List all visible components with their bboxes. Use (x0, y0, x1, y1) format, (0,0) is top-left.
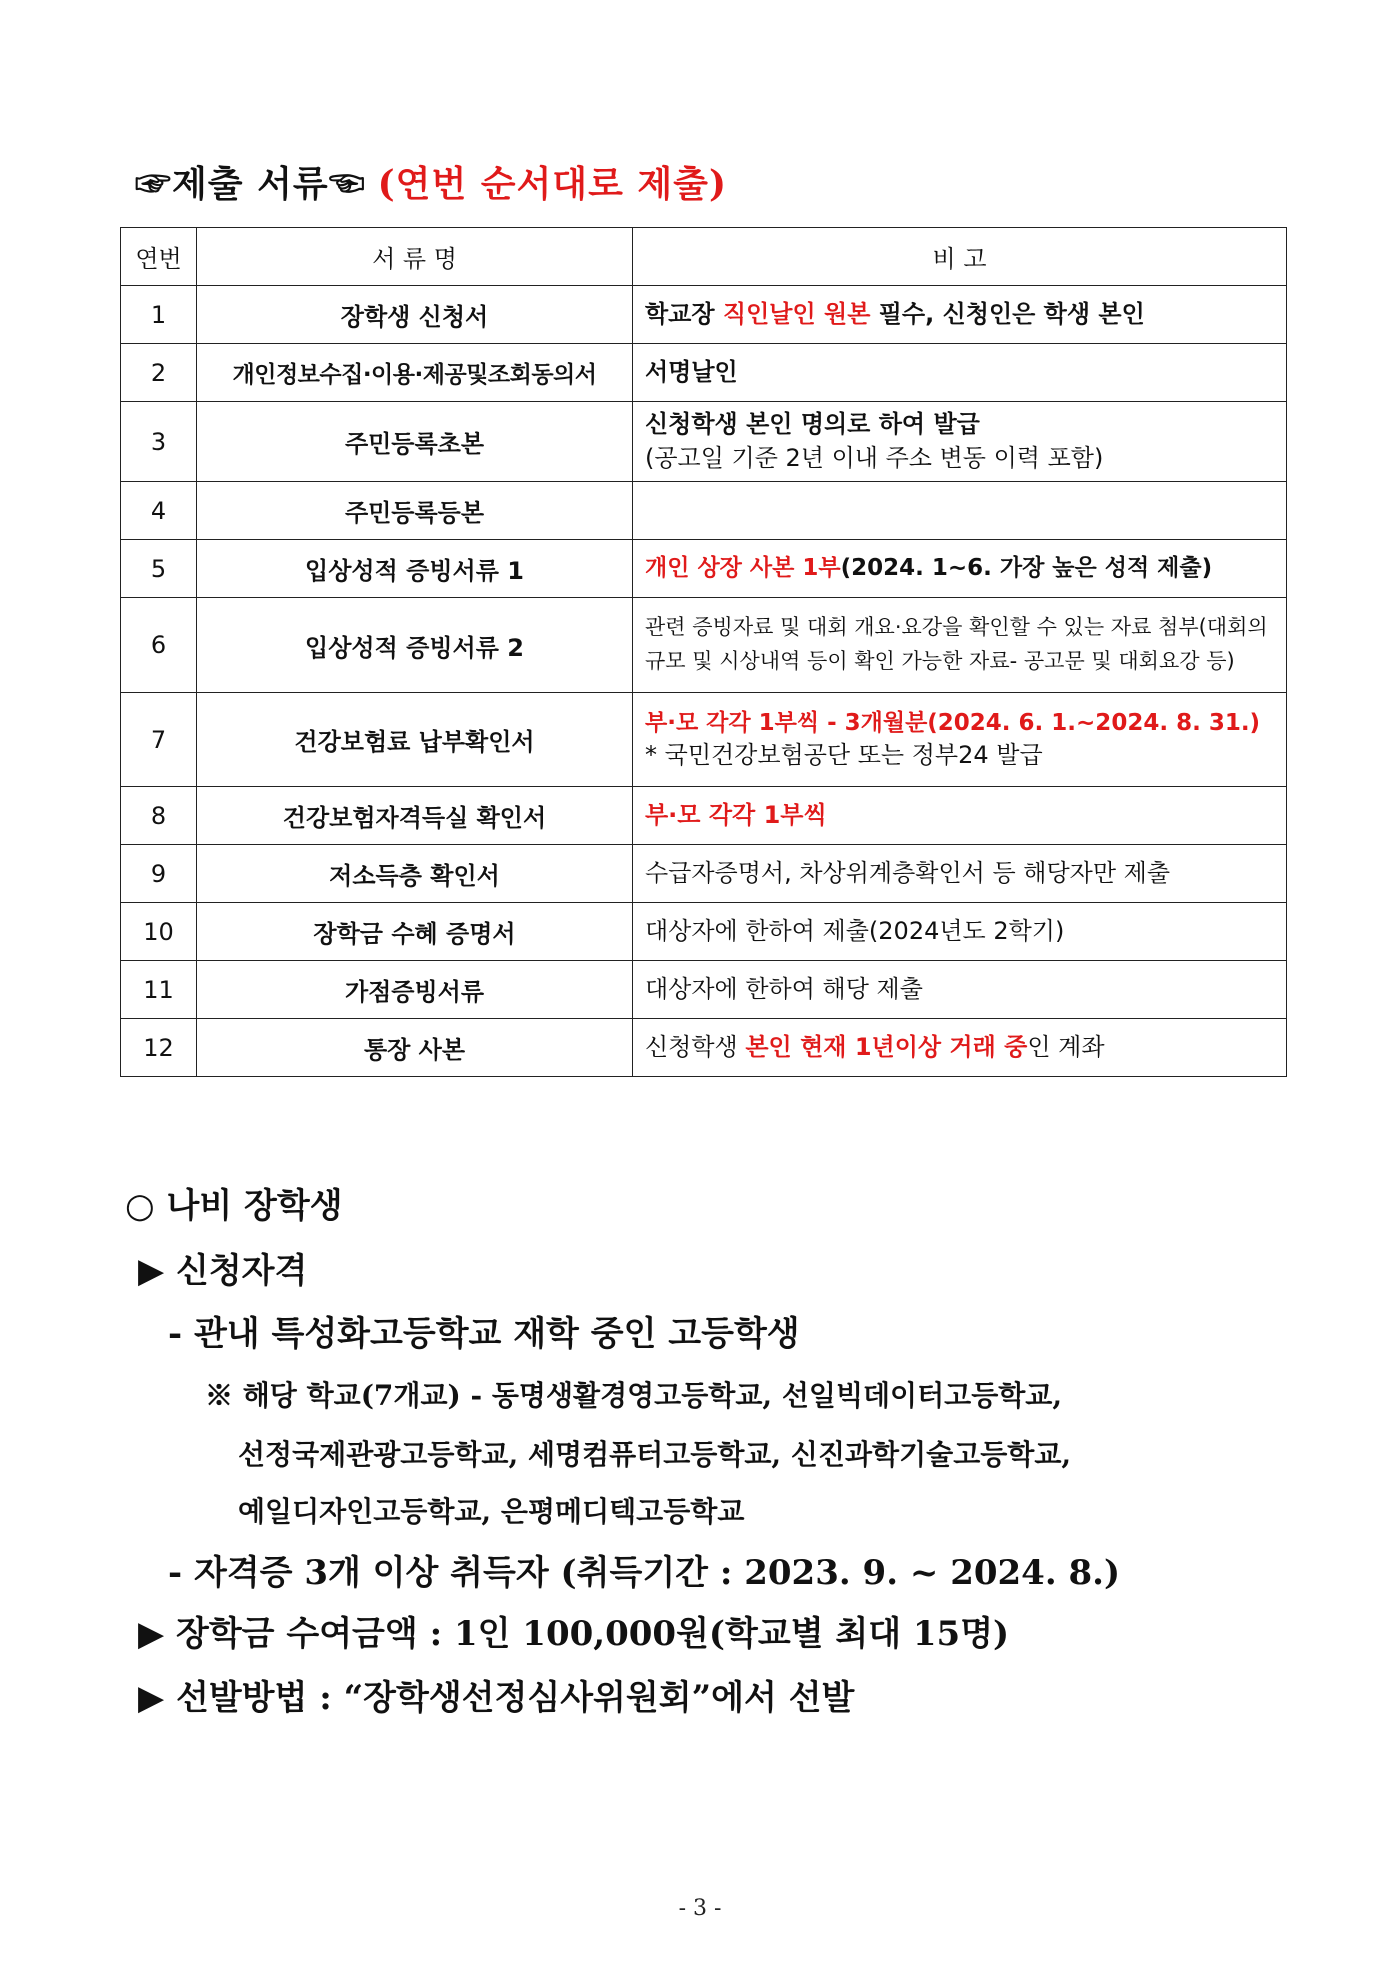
row-no: 3 (121, 402, 197, 482)
row-name: 개인정보수집·이용·제공및조회동의서 (197, 344, 633, 402)
row-name: 통장 사본 (197, 1019, 633, 1077)
row-name: 가점증빙서류 (197, 961, 633, 1019)
schools-line-2: 선정국제관광고등학교, 세명컴퓨터고등학교, 신진과학기술고등학교, (238, 1438, 1072, 1471)
section-title: ○ 나비 장학생 (125, 1186, 343, 1226)
row-no: 7 (121, 693, 197, 787)
row-name: 장학생 신청서 (197, 286, 633, 344)
row-no: 4 (121, 482, 197, 540)
schools-line-3: 예일디자인고등학교, 은평메디텍고등학교 (238, 1495, 745, 1528)
table-row (121, 540, 1287, 598)
row-name: 장학금 수혜 증명서 (197, 903, 633, 961)
row-name: 저소득층 확인서 (197, 845, 633, 903)
row-name: 입상성적 증빙서류 1 (197, 540, 633, 598)
row-no: 10 (121, 903, 197, 961)
row-note (633, 482, 1287, 540)
row-note: 대상자에 한하여 해당 제출 (633, 961, 1287, 1019)
qualification-item-1: - 관내 특성화고등학교 재학 중인 고등학생 (168, 1314, 800, 1354)
header-no: 연번 (121, 228, 197, 286)
row-note: 신청학생 본인 현재 1년이상 거래 중인 계좌 (633, 1019, 1287, 1077)
row-no: 9 (121, 845, 197, 903)
selection-method: ▶ 선발방법 : “장학생선정심사위원회”에서 선발 (138, 1678, 855, 1718)
table-row (121, 598, 1287, 693)
row-note: 수급자증명서, 차상위계층확인서 등 해당자만 제출 (633, 845, 1287, 903)
schools-line-1: ※ 해당 학교(7개교) - 동명생활경영고등학교, 선일빅데이터고등학교, (205, 1379, 1063, 1412)
row-name: 건강보험자격득실 확인서 (197, 787, 633, 845)
table-row (121, 903, 1287, 961)
heading-note: (연번 순서대로 제출) (377, 163, 727, 205)
page-number: - 3 - (678, 1896, 722, 1921)
table-row (121, 286, 1287, 344)
row-note: 신청학생 본인 명의로 하여 발급 (공고일 기준 2년 이내 주소 변동 이력 포함) (633, 402, 1287, 482)
table-header-row (121, 228, 1287, 286)
row-note: 대상자에 한하여 제출(2024년도 2학기) (633, 903, 1287, 961)
row-name: 건강보험료 납부확인서 (197, 693, 633, 787)
row-no: 5 (121, 540, 197, 598)
qualification-title: ▶ 신청자격 (138, 1251, 308, 1291)
table-row (121, 482, 1287, 540)
row-note: 서명날인 (633, 344, 1287, 402)
row-note: 학교장 직인날인 원본 필수, 신청인은 학생 본인 (633, 286, 1287, 344)
row-name: 주민등록등본 (197, 482, 633, 540)
row-note: 관련 증빙자료 및 대회 개요·요강을 확인할 수 있는 자료 첨부(대회의 규모 및 시상내역 등이 확인 가능한 자료- 공고문 및 대회요강 등) (633, 598, 1287, 693)
row-note: 개인 상장 사본 1부(2024. 1~6. 가장 높은 성적 제출) (633, 540, 1287, 598)
submission-documents-heading (135, 156, 727, 207)
qualification-item-2: - 자격증 3개 이상 취득자 (취득기간 : 2023. 9. ~ 2024. 8.) (168, 1553, 1121, 1593)
table-row (121, 845, 1287, 903)
row-no: 12 (121, 1019, 197, 1077)
table-row (121, 1019, 1287, 1077)
scholarship-amount: ▶ 장학금 수여금액 : 1인 100,000원(학교별 최대 15명) (138, 1614, 1010, 1654)
row-no: 2 (121, 344, 197, 402)
table-row (121, 961, 1287, 1019)
table-row (121, 693, 1287, 787)
row-no: 6 (121, 598, 197, 693)
row-no: 11 (121, 961, 197, 1019)
table-row (121, 402, 1287, 482)
heading-title: ☞제출 서류☜ (135, 163, 366, 205)
documents-table (120, 227, 1287, 1077)
row-no: 1 (121, 286, 197, 344)
header-name: 서 류 명 (197, 228, 633, 286)
table-row (121, 344, 1287, 402)
row-name: 입상성적 증빙서류 2 (197, 598, 633, 693)
row-name: 주민등록초본 (197, 402, 633, 482)
table-row (121, 787, 1287, 845)
row-no: 8 (121, 787, 197, 845)
row-note: 부·모 각각 1부씩 (633, 787, 1287, 845)
row-note: 부·모 각각 1부씩 - 3개월분(2024. 6. 1.~2024. 8. 31.) * 국민건강보험공단 또는 정부24 발급 (633, 693, 1287, 787)
header-note: 비 고 (633, 228, 1287, 286)
